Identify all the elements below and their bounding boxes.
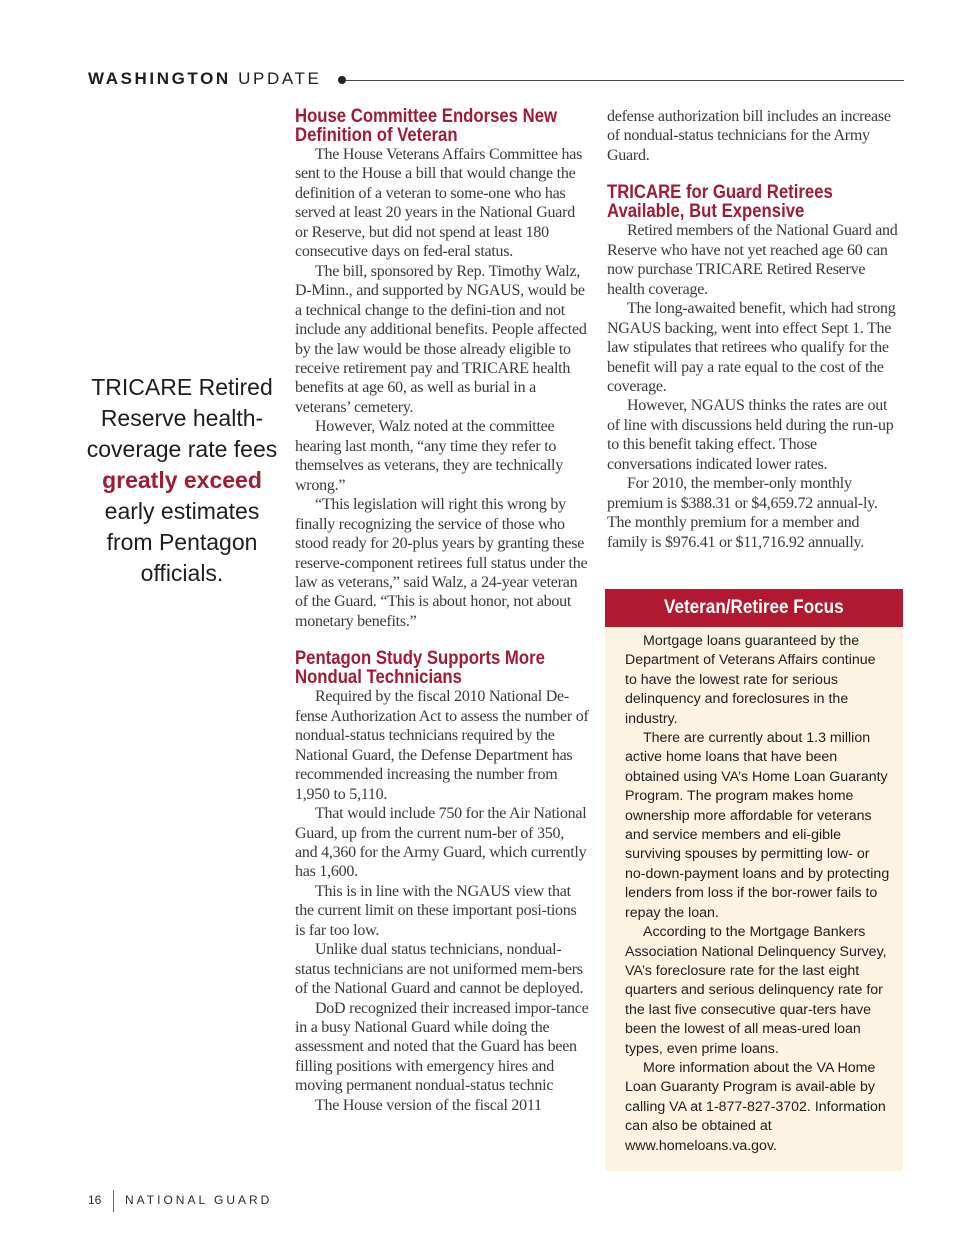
article-paragraph: The long-awaited benefit, which had strong NGAUS backing, went into effect Sept 1. The law stipulates that retirees who qualify for the benefit will pay a rate equal to the cost of the coverage. <box>607 300 896 395</box>
article-paragraph: “This legislation will right this wrong by finally recognizing the service of those who stood ready for 20-plus years by granting these reserve-component retirees full status under the law as veterans,” said Walz, a 24-year veteran of the Guard. “This is about honor, not about monetary benefits.” <box>295 496 588 630</box>
article-paragraph: The House Veterans Affairs Committee has sent to the House a bill that would change the definition of a veteran to some-one who has served at least 20 years in the National Guard or Reserve, but did not spend at least 180 consecutive days on fed-eral status. <box>295 146 583 261</box>
veteran-retiree-focus-box <box>605 589 903 1171</box>
focus-box-body <box>605 627 903 1156</box>
footer-divider <box>113 1190 114 1212</box>
pull-quote-text-1: TRICARE Retired Reserve health-coverage rate fees <box>86 374 278 462</box>
article-paragraph: However, NGAUS thinks the rates are out of line with discussions held during the run-up to this benefit taking effect. Those conversations indicated lower rates. <box>607 397 894 473</box>
article-paragraph: Unlike dual status technicians, nondual-status technicians are not uniformed mem-bers of the National Guard and cannot be deployed. <box>295 941 584 998</box>
article-paragraph: DoD recognized their increased impor-tance in a busy National Guard while doing the assessment and noted that the Guard has been filling positions with emergency hires and moving permanent nondual-status technic <box>295 999 589 1095</box>
section-header <box>88 69 904 93</box>
page-number: 16 <box>88 1193 102 1207</box>
focus-paragraph: Mortgage loans guaranteed by the Department of Veterans Affairs continue to have the lowest rate for serious delinquency and foreclosures in the industry. <box>625 633 876 727</box>
article-paragraph: However, Walz noted at the committee hearing last month, “any time they refer to themselves as veterans, they are technically wrong.” <box>295 418 563 494</box>
header-bullet-icon <box>338 76 346 84</box>
article-headline-nondual-technicians: Pentagon Study Supports More Nondual Technicians <box>295 648 545 689</box>
article-headline-tricare-retirees: TRICARE for Guard Retirees Available, But Expensive <box>607 182 833 223</box>
focus-paragraph: There are currently about 1.3 million active home loans that have been obtained using VA’s Home Loan Guaranty Program. The program makes home ownership more affordable for veterans and service members and eli-gible surviving spouses by permitting low- or no-down-payment loans and by protecting lenders from loss if the bor-rower fails to repay the loan. <box>625 730 890 921</box>
section-label <box>88 69 321 89</box>
article-paragraph: Required by the fiscal 2010 National De-fense Authorization Act to assess the number of nondual-status technicians required by the National Guard, the Defense Department has recommended increasing the number from 1,950 to 5,110. <box>295 688 589 803</box>
article-paragraph: For 2010, the member-only monthly premium is $388.31 or $4,659.72 annual-ly. The monthly premium for a member and family is $976.41 or $11,716.92 annually. <box>607 475 878 551</box>
article-continued-paragraph: defense authorization bill includes an increase of nondual-status technicians for the Army Guard. <box>607 108 891 164</box>
section-label-bold: WASHINGTON <box>88 69 231 88</box>
pull-quote-highlight: greatly exceed <box>102 467 262 493</box>
article-headline-veteran-definition: House Committee Endorses New Definition of Veteran <box>295 106 558 146</box>
focus-box-title: Veteran/Retiree Focus <box>605 589 903 627</box>
pull-quote <box>86 372 278 589</box>
article-paragraph: Retired members of the National Guard and Reserve who have not yet reached age 60 can now purchase TRICARE Retired Reserve health coverage. <box>607 222 898 298</box>
focus-paragraph: According to the Mortgage Bankers Association National Delinquency Survey, VA’s foreclosure rate for the last eight quarters and serious delinquency rate for the last five consecutive quar-ters have been the lowest of all meas-ured loan types, even prime loans. <box>625 924 887 1057</box>
article-paragraph: That would include 750 for the Air National Guard, up from the current num-ber of 350, and 4,360 for the Army Guard, which currently has 1,600. <box>295 805 587 881</box>
article-paragraph: This is in line with the NGAUS view that the current limit on these important posi-tions is far too low. <box>295 882 577 939</box>
article-paragraph: The bill, sponsored by Rep. Timothy Walz, D-Minn., and supported by NGAUS, would be a technical change to the defini-tion and not include any additional benefits. People affected by the law would be those already eligible to receive retirement pay and TRICARE health benefits at age 60, as well as burial in a veterans’ cemetery. <box>295 262 587 416</box>
pull-quote-text-2: early estimates from Pentagon officials. <box>104 498 260 586</box>
column-middle <box>295 107 590 1115</box>
column-right <box>607 107 902 552</box>
section-label-light: UPDATE <box>238 69 322 88</box>
focus-paragraph: More information about the VA Home Loan Guaranty Program is avail-able by calling VA at 1-877-827-3702. Information can also be obtained at www.homeloans.va.gov. <box>625 1059 886 1154</box>
publication-name: NATIONAL GUARD <box>125 1193 273 1207</box>
article-paragraph: The House version of the fiscal 2011 <box>315 1096 542 1114</box>
header-rule <box>346 80 904 81</box>
